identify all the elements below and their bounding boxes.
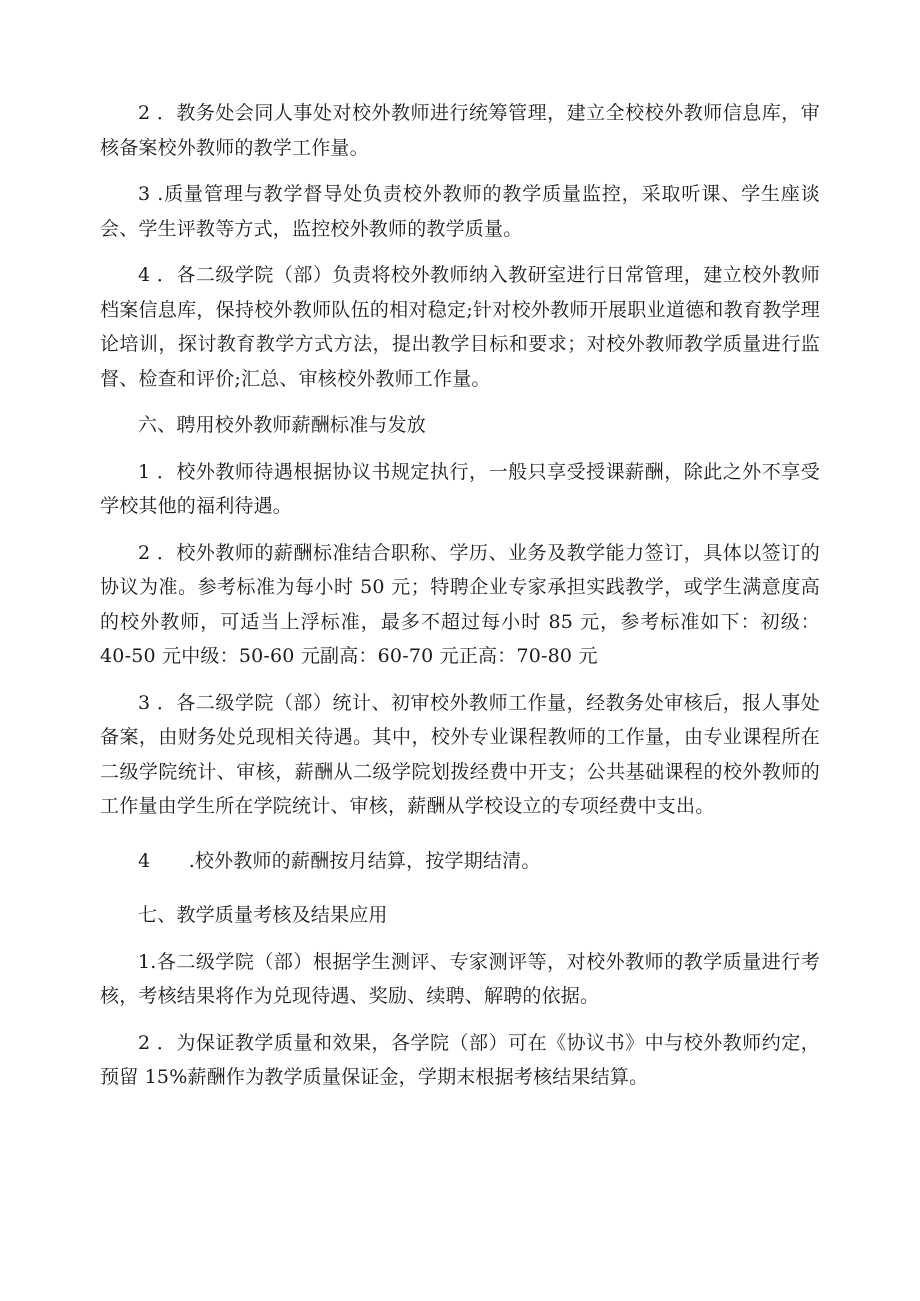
section-heading-six: 六、聘用校外教师薪酬标准与发放 — [138, 414, 427, 436]
section-heading-seven: 七、教学质量考核及结果应用 — [138, 904, 388, 926]
paragraph-assessment-item-2: 2 ．为保证教学质量和效果，各学院（部）可在《协议书》中与校外教师约定，预留 15%薪酬作为教学质量保证金，学期末根据考核结果结算。 — [100, 1031, 820, 1088]
paragraph-salary-item-3: 3 ．各二级学院（部）统计、初审校外教师工作量，经教务处审核后，报人事处备案，由财务处兑现相关待遇。其中，校外专业课程教师的工作量，由专业课程所在二级学院统计、审核，薪酬从二级学院划拨经费中开支；公共基础课程的校外教师的工作量由学生所在学院统计、审核，薪酬从学校设立的专项经费中支出。 — [100, 691, 820, 817]
paragraph-item-2-academic-affairs: 2 ．教务处会同人事处对校外教师进行统筹管理，建立全校校外教师信息库，审核备案校外教师的教学工作量。 — [100, 102, 820, 159]
paragraph-item-3-quality-supervision: 3 .质量管理与教学督导处负责校外教师的教学质量监控，采取听课、学生座谈会、学生评教等方式，监控校外教师的教学质量。 — [100, 183, 820, 240]
paragraph-salary-item-4: 4 .校外教师的薪酬按月结算，按学期结清。 — [138, 849, 541, 872]
paragraph-salary-item-2: 2 ．校外教师的薪酬标准结合职称、学历、业务及教学能力签订，具体以签订的协议为准。参考标准为每小时 50 元；特聘企业专家承担实践教学，或学生满意度高的校外教师，可适当上浮标准，最多不超过每小时 85 元，参考标准如下：初级：40-50 元中级：50-60 元副高：60-70 元正高：70-80 元 — [100, 541, 820, 667]
paragraph-salary-item-1: 1 ．校外教师待遇根据协议书规定执行，一般只享受授课薪酬，除此之外不享受学校其他的福利待遇。 — [100, 460, 820, 517]
paragraph-item-4-secondary-colleges: 4 ．各二级学院（部）负责将校外教师纳入教研室进行日常管理，建立校外教师档案信息库，保持校外教师队伍的相对稳定;针对校外教师开展职业道德和教育教学理论培训，探讨教育教学方式方法，提出教学目标和要求；对校外教师教学质量进行监督、检查和评价;汇总、审核校外教师工作量。 — [100, 264, 820, 390]
paragraph-assessment-item-1: 1.各二级学院（部）根据学生测评、专家测评等，对校外教师的教学质量进行考核，考核结果将作为兑现待遇、奖励、续聘、解聘的依据。 — [100, 950, 820, 1007]
